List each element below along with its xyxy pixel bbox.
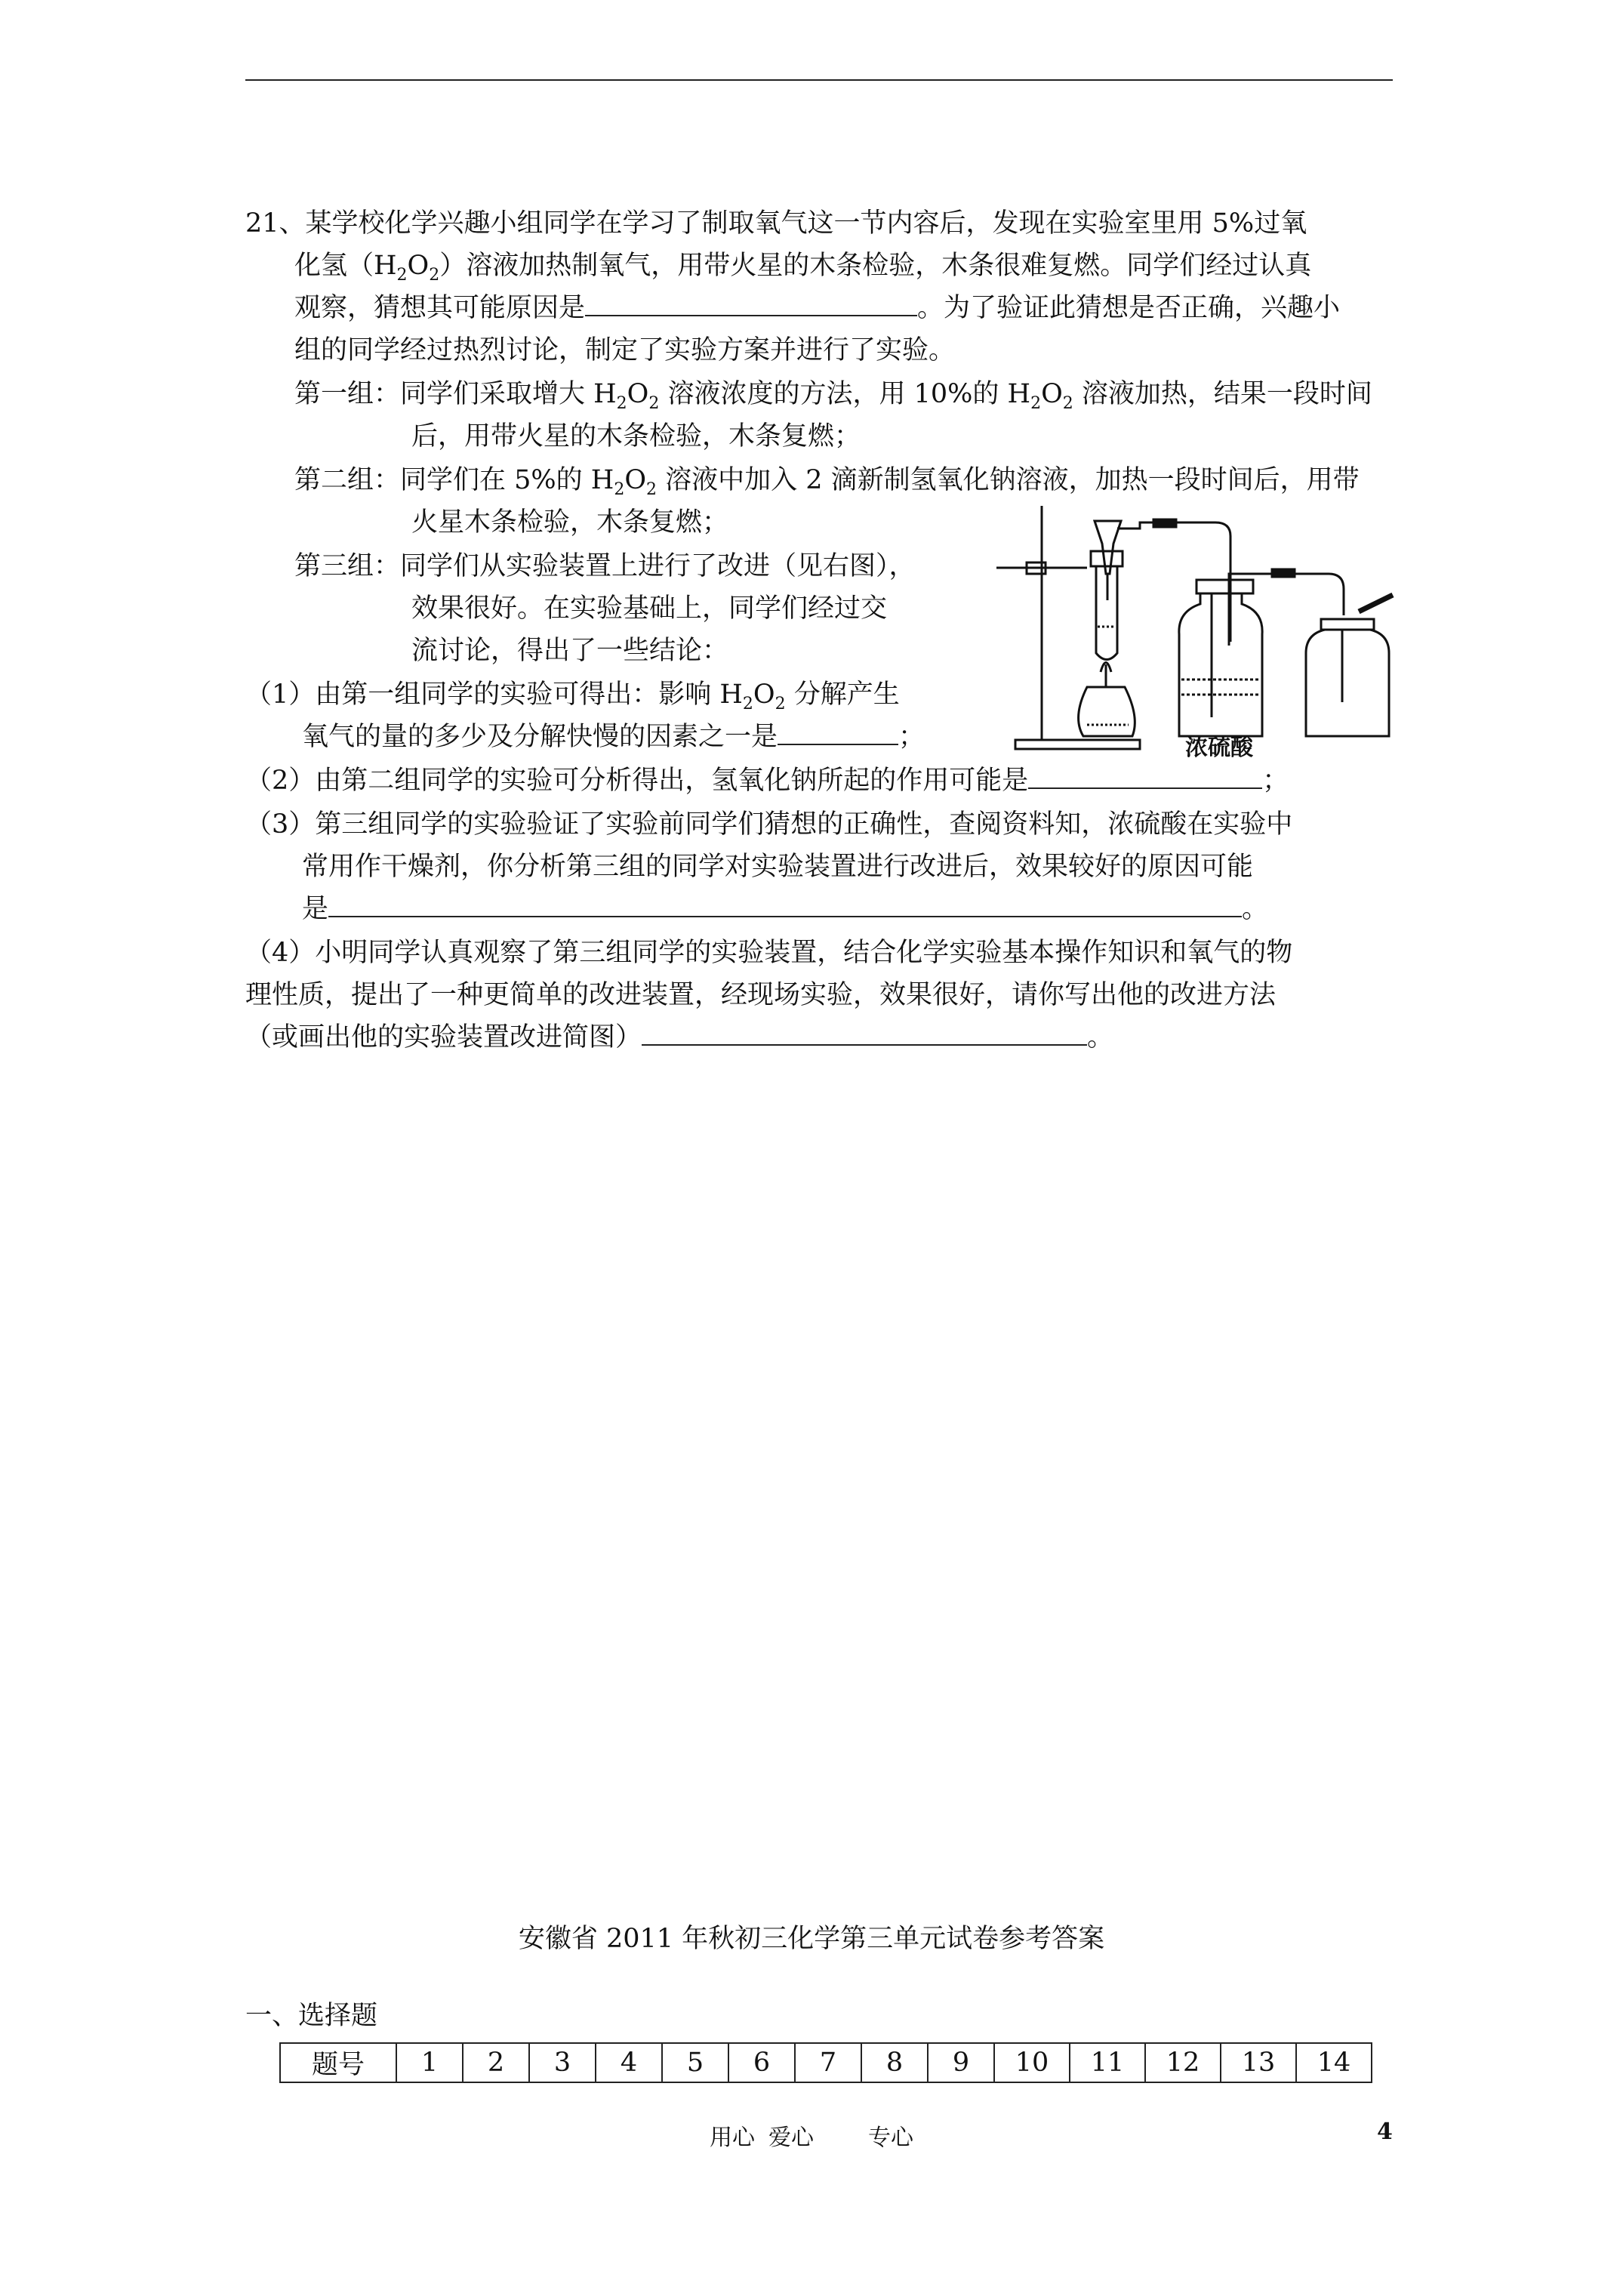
wash-bottle-stopper <box>1196 580 1253 593</box>
table-number-cell: 1 <box>396 2043 463 2082</box>
figure-label-sulfuric-acid: 浓硫酸 <box>1185 735 1253 760</box>
table-number-cell: 5 <box>662 2043 728 2082</box>
apparatus-figure <box>981 491 1404 763</box>
answer-blank-part2[interactable] <box>1028 762 1262 789</box>
part2-line: （2）由第二组同学的实验可分析得出，氢氧化钠所起的作用可能是 ； <box>245 760 1289 802</box>
table-number-cell: 2 <box>463 2043 529 2082</box>
wash-bottle <box>1179 593 1262 736</box>
q21-intro-line3: 观察，猜想其可能原因是 。为了验证此猜想是否正确，兴趣小 <box>294 287 1340 329</box>
table-number-cell: 10 <box>994 2043 1070 2082</box>
rubber-tube-2 <box>1272 569 1295 577</box>
footer-motto-1: 用心 <box>710 2125 755 2151</box>
answer-blank-part1[interactable] <box>778 718 898 745</box>
answer-blank-hypothesis[interactable] <box>585 289 917 316</box>
stand-base <box>1015 740 1140 749</box>
header-rule <box>245 79 1393 81</box>
part3-line3: 是 。 <box>302 888 1268 930</box>
table-number-cell: 6 <box>728 2043 795 2082</box>
alcohol-lamp <box>1079 687 1135 736</box>
table-number-cell: 3 <box>529 2043 596 2082</box>
q21-intro-line4: 组的同学经过热烈讨论，制定了实验方案并进行了实验。 <box>294 335 956 365</box>
table-number-cell: 4 <box>596 2043 662 2082</box>
group1-line2: 后，用带火星的木条检验，木条复燃； <box>411 421 861 451</box>
group3-line1: 第三组：同学们从实验装置上进行了改进（见右图）， <box>294 551 916 581</box>
rubber-tube-1 <box>1153 519 1176 527</box>
part3-line1: （3）第三组同学的实验验证了实验前同学们猜想的正确性，查阅资料知，浓硫酸在实验中 <box>245 809 1293 840</box>
page-number: 4 <box>1377 2119 1393 2145</box>
part4-line2: 理性质，提出了一种更简单的改进装置，经现场实验，效果很好，请你写出他的改进方法 <box>245 980 1277 1010</box>
gas-collecting-bottle <box>1306 630 1389 736</box>
table-number-cell: 7 <box>795 2043 861 2082</box>
part1-line1: （1）由第一组同学的实验可得出：影响 $H_2O_2$ 分解产生 <box>245 680 900 713</box>
table-number-cell: 11 <box>1070 2043 1145 2082</box>
group2-line1: 第二组：同学们在 5%的 $H_2O_2$ 溶液中加入 2 滴新制氢氧化钠溶液，加热一段时间后，用带 <box>294 465 1360 499</box>
part4-line3: （或画出他的实验装置改进简图） 。 <box>245 1016 1113 1059</box>
stopper <box>1091 551 1123 566</box>
answers-section-choice: 一、选择题 <box>245 2001 378 2031</box>
group1-line1: 第一组：同学们采取增大 $H_2O_2$ 溶液浓度的方法，用 10%的 $H_2O_2$ 溶液加热，结果一段时间 <box>294 379 1372 413</box>
group2-line2: 火星木条检验，木条复燃； <box>411 507 729 538</box>
answer-blank-part3[interactable] <box>328 890 1242 917</box>
answer-blank-part4[interactable] <box>642 1019 1087 1046</box>
table-header-cell: 题号 <box>280 2043 396 2082</box>
part3-line2: 常用作干燥剂，你分析第三组的同学对实验装置进行改进后，效果较好的原因可能 <box>302 852 1254 882</box>
group3-line2: 效果很好。在实验基础上，同学们经过交 <box>411 593 888 624</box>
collector-rim <box>1321 619 1374 630</box>
table-number-cell: 8 <box>861 2043 928 2082</box>
table-number-cell: 9 <box>928 2043 994 2082</box>
q21-intro-line2: 化氢$(H_2O_2)$溶液加热制氧气，用带火星的木条检验，木条很难复燃。同学们经过认真 <box>294 251 1312 285</box>
wooden-splint <box>1359 595 1393 612</box>
table-number-cell: 14 <box>1296 2043 1372 2082</box>
table-number-cell: 13 <box>1221 2043 1296 2082</box>
footer-motto-3: 专心 <box>868 2125 913 2151</box>
part1-line2: 氧气的量的多少及分解快慢的因素之一是 ； <box>302 716 925 758</box>
footer-motto-2: 爱心 <box>768 2125 814 2151</box>
answers-title: 安徽省 2011 年秋初三化学第三单元试卷参考答案 <box>518 1924 1105 1954</box>
answer-table-row <box>280 2043 1372 2082</box>
group3-line3: 流讨论，得出了一些结论： <box>411 636 729 666</box>
q21-intro-line1: 21、某学校化学兴趣小组同学在学习了制取氧气这一节内容后，发现在实验室里用 5%过氧 <box>245 208 1307 239</box>
delivery-tube-1 <box>1117 522 1230 642</box>
answer-table <box>279 2042 1372 2083</box>
part4-line1: （4）小明同学认真观察了第三组同学的实验装置，结合化学实验基本操作知识和氧气的物 <box>245 938 1293 968</box>
table-number-cell: 12 <box>1145 2043 1221 2082</box>
